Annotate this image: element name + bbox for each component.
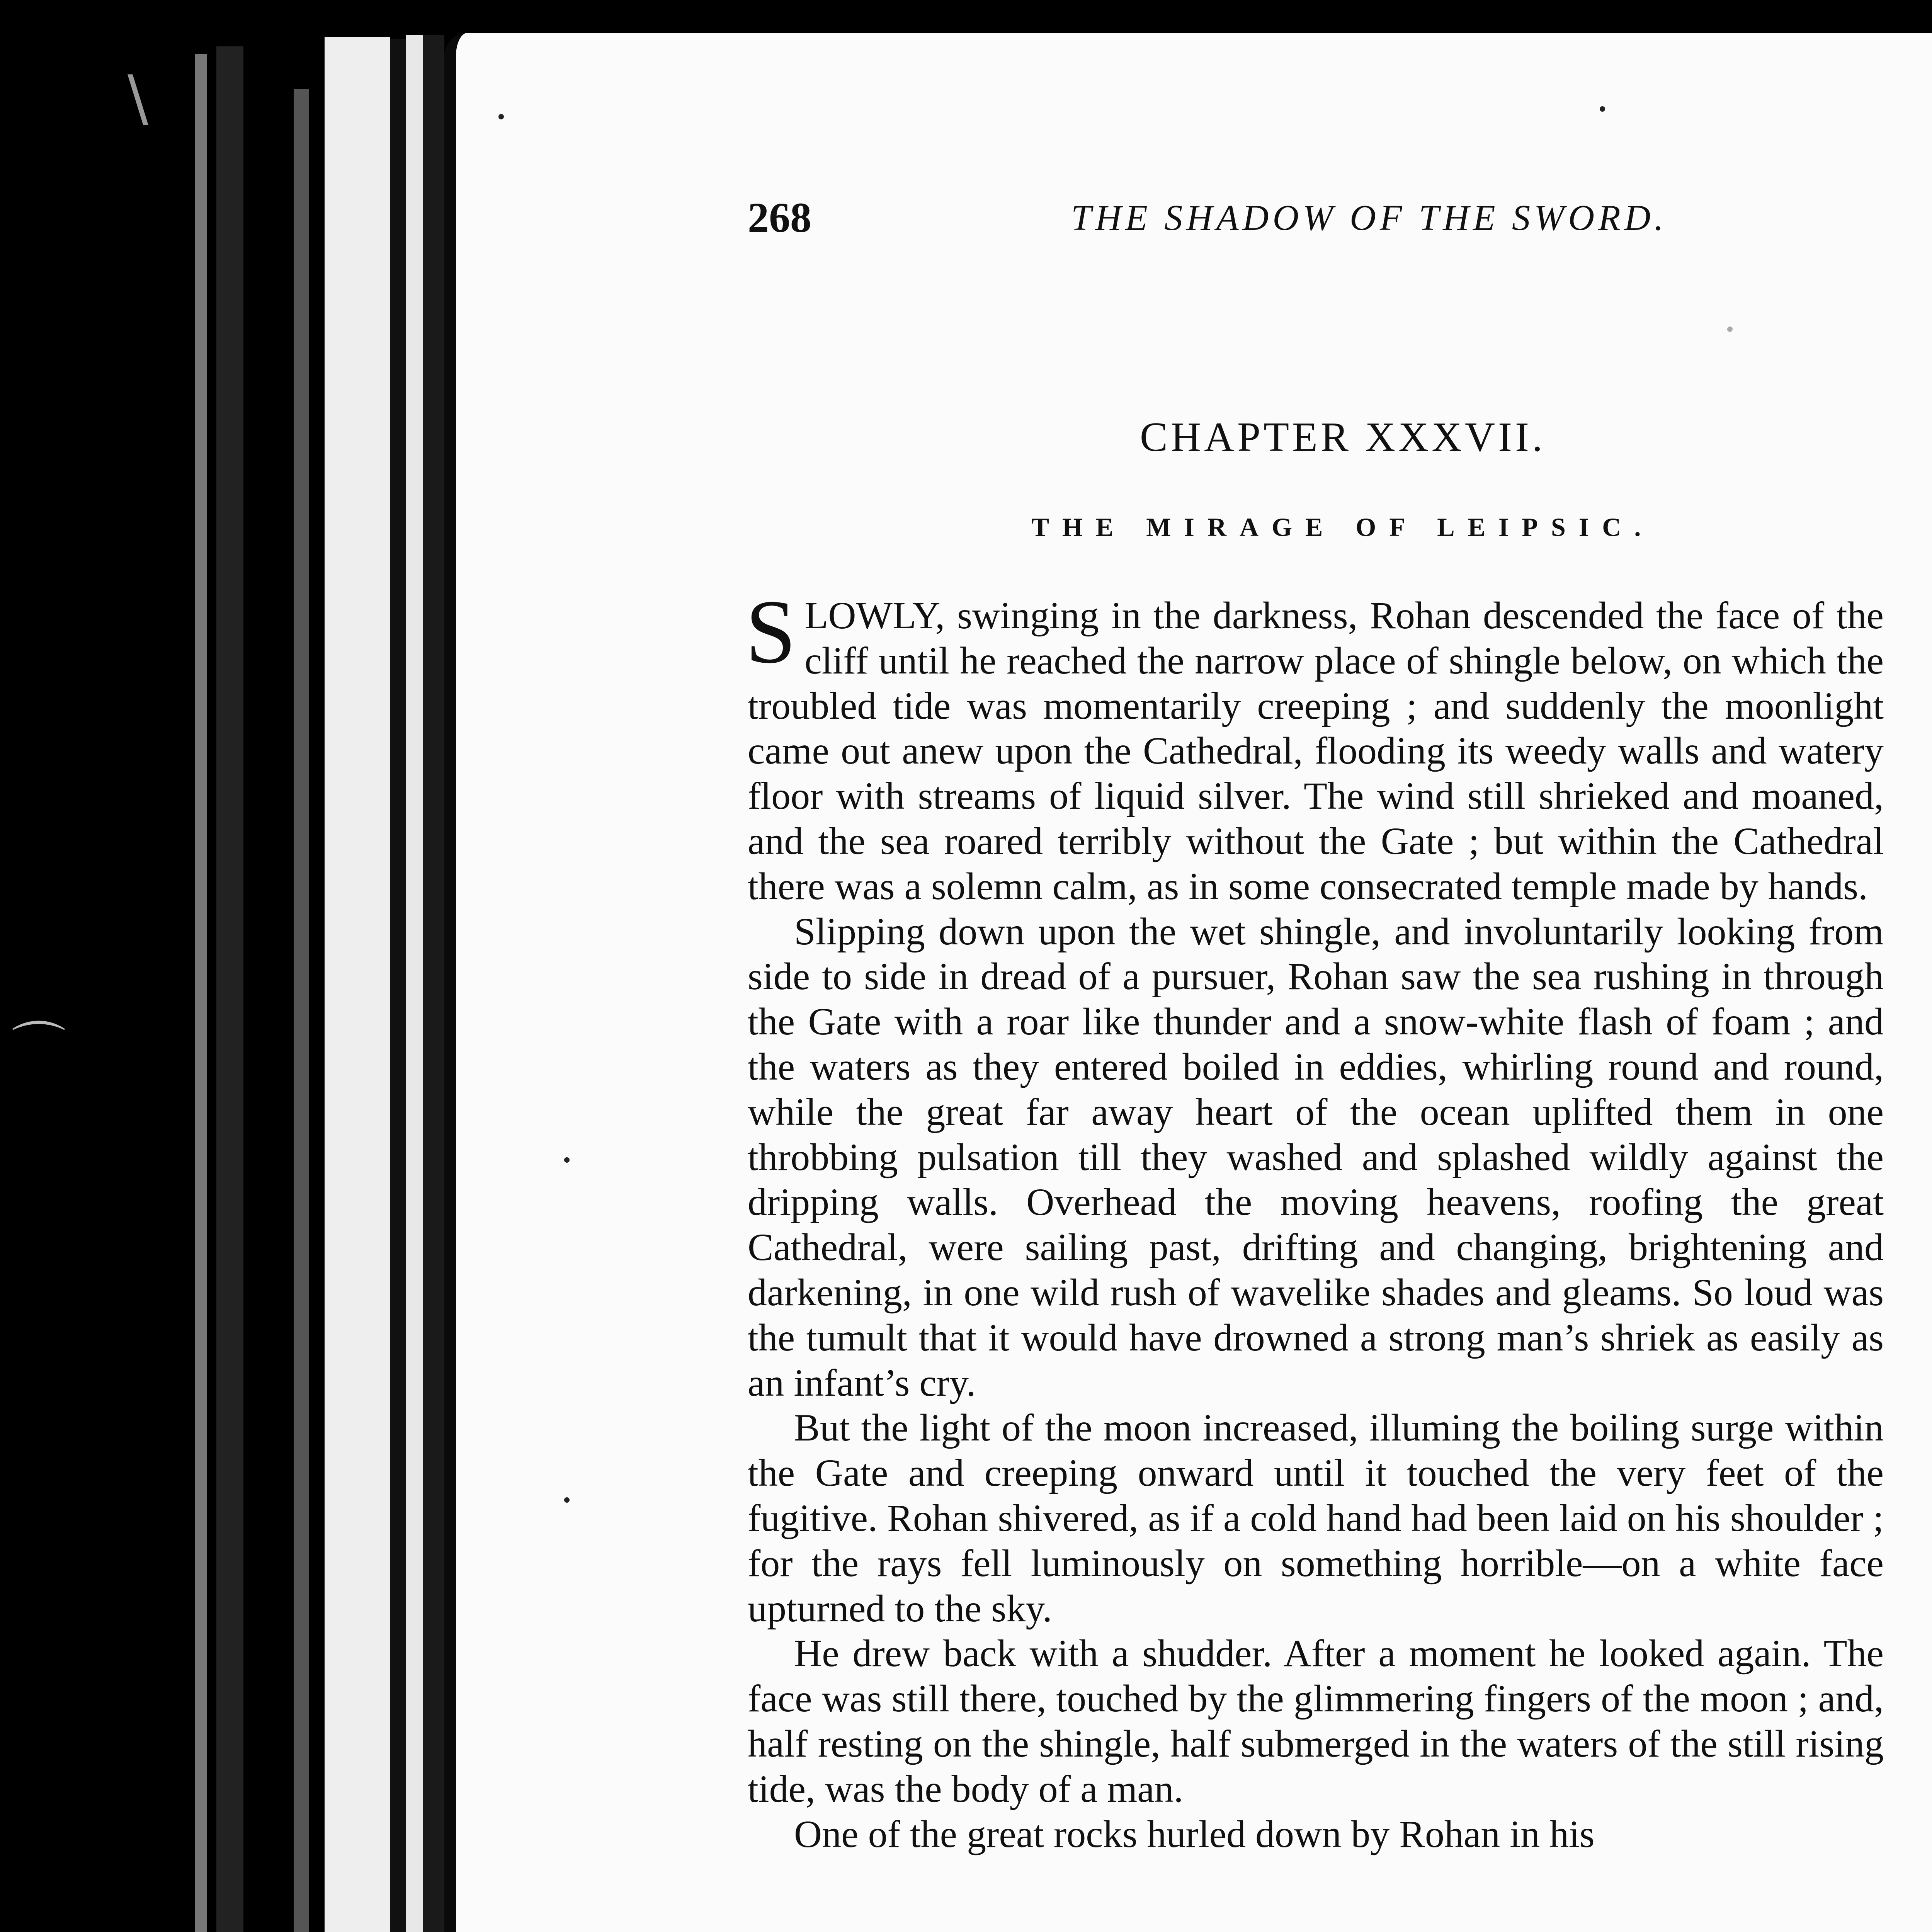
drop-cap: S — [745, 582, 796, 682]
ink-speck — [564, 1157, 570, 1163]
running-head — [748, 193, 1667, 251]
page-edge — [406, 35, 423, 1932]
ink-speck — [498, 114, 504, 119]
page-number: 268 — [748, 194, 811, 241]
page-edge — [325, 37, 390, 1932]
ink-speck — [1727, 327, 1733, 332]
ink-speck — [1600, 106, 1605, 112]
paragraph: One of the great rocks hurled down by Rohan in his — [794, 1812, 1595, 1855]
paragraph: Slipping down upon the wet shingle, and involuntarily looking from side to side in dread of a pursuer, Rohan saw the sea rushing in through the Gate with a roar like thunder and a snow-white flash of foam ; and the waters as they entered boiled in eddies, whirling round and round, while the great far away heart of the ocean uplifted them in one throbbing pulsation till they washed and splashed wildly against the dripping walls. Overhead the moving heavens, roofing the great Cathedral, were sailing past, drifting and changing, brightening and darkening, in one wild rush of wavelike shades and gleams. So loud was the tumult that it would have drowned a strong man’s shriek as easily as an infant’s cry. — [748, 910, 1884, 1404]
book-title: THE SHADOW OF THE SWORD. — [1071, 198, 1667, 238]
page-edge — [216, 46, 243, 1932]
ink-speck — [564, 1497, 570, 1503]
paragraph-text: LOWLY, swinging in the darkness, Rohan descended the face of the cliff until he reached the narrow place of shingle below, on which the troubled tide was momentarily creeping ; and suddenly the moonlight came out anew upon the Cathedral, flooding its weedy walls and watery floor with streams of liquid silver. The wind still shrieked and moaned, and the sea roared terribly without the Gate ; but within the Cathedral there was a solemn calm, as in some consecrated temple made by hands. — [748, 594, 1884, 908]
chapter-title: THE MIRAGE OF LEIPSIC. — [1031, 512, 1654, 542]
body-text — [745, 582, 1884, 1857]
page-edge — [195, 54, 207, 1932]
page-edge — [423, 35, 444, 1932]
page-edge — [294, 89, 309, 1932]
page-edge — [390, 39, 406, 1932]
chapter-number: CHAPTER XXXVII. — [1140, 414, 1546, 460]
paragraph — [745, 582, 1884, 909]
page-curl-mark: \ — [128, 62, 148, 134]
page-curl-mark: ⌒ — [12, 1017, 66, 1080]
paragraph: He drew back with a shudder. After a moment he looked again. The face was still there, touched by the glimmering fingers of the moon ; and, half resting on the shingle, half submerged in the waters of the still rising tide, was the body of a man. — [748, 1632, 1884, 1810]
paragraph: But the light of the moon increased, illuming the boiling surge within the Gate and creeping onward until it touched the very feet of the fugitive. Rohan shivered, as if a cold hand had been laid on his shoulder ; for the rays fell luminously on something horrible—on a white face upturned to the sky. — [748, 1406, 1884, 1630]
